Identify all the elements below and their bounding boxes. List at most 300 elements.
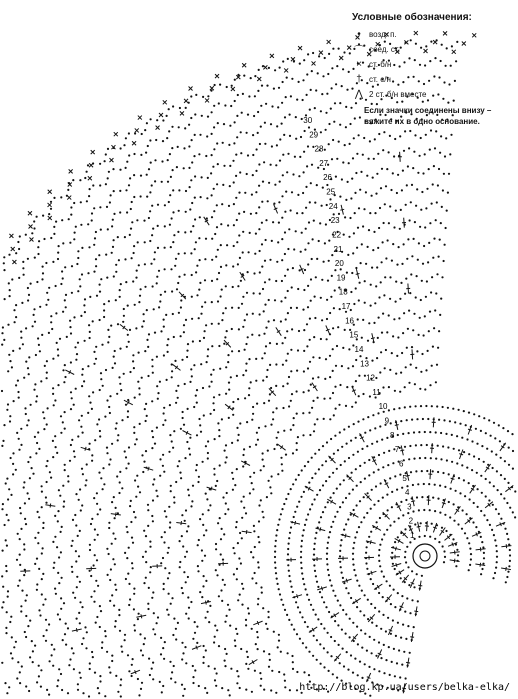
chain-dot bbox=[385, 630, 387, 632]
chain-dot bbox=[275, 164, 277, 166]
chain-dot bbox=[20, 428, 22, 430]
chain-dot bbox=[151, 447, 153, 449]
chain-dot bbox=[345, 126, 347, 128]
chain-dot bbox=[163, 326, 165, 328]
chain-dot bbox=[413, 151, 415, 153]
chain-dot bbox=[86, 171, 88, 173]
chain-dot bbox=[164, 567, 166, 569]
chain-dot bbox=[276, 407, 278, 409]
chain-dot bbox=[353, 569, 355, 571]
chain-dot bbox=[463, 479, 465, 481]
chain-dot bbox=[431, 276, 433, 278]
chain-dot bbox=[438, 419, 440, 421]
chain-dot bbox=[238, 350, 240, 352]
chain-dot bbox=[436, 273, 438, 275]
chain-dot bbox=[355, 437, 357, 439]
chain-dot bbox=[71, 566, 73, 568]
chain-dot bbox=[246, 132, 248, 134]
chain-dot bbox=[170, 678, 172, 680]
chain-dot bbox=[379, 425, 381, 427]
chain-dot bbox=[198, 476, 200, 478]
chain-dot bbox=[36, 558, 38, 560]
chain-dot bbox=[259, 672, 261, 674]
chain-dot bbox=[251, 691, 253, 693]
chain-dot bbox=[188, 124, 190, 126]
chain-dot bbox=[156, 282, 158, 284]
chain-dot bbox=[256, 148, 258, 150]
chain-dot bbox=[417, 259, 419, 261]
chain-dot bbox=[132, 360, 134, 362]
chain-dot bbox=[482, 563, 484, 565]
chain-dot bbox=[497, 489, 499, 491]
double-crochet-mark bbox=[445, 534, 453, 540]
single-crochet-mark bbox=[88, 176, 92, 180]
chain-dot bbox=[46, 689, 48, 691]
chain-dot bbox=[352, 252, 354, 254]
single-crochet-mark bbox=[163, 100, 167, 104]
chain-dot bbox=[202, 585, 204, 587]
chain-dot bbox=[339, 506, 341, 508]
chain-dot bbox=[269, 486, 271, 488]
chain-dot bbox=[159, 458, 161, 460]
chain-dot bbox=[507, 482, 509, 484]
chain-dot bbox=[382, 149, 384, 151]
chain-dot bbox=[5, 539, 7, 541]
chain-dot bbox=[409, 292, 411, 294]
chain-dot bbox=[106, 447, 108, 449]
double-crochet-mark bbox=[367, 571, 377, 575]
chain-dot bbox=[444, 486, 446, 488]
chain-dot bbox=[377, 469, 379, 471]
chain-dot bbox=[199, 282, 201, 284]
chain-dot bbox=[76, 263, 78, 265]
chain-dot bbox=[506, 502, 508, 504]
chain-dot bbox=[234, 484, 236, 486]
chain-dot bbox=[368, 158, 370, 160]
chain-dot bbox=[402, 433, 404, 435]
chain-dot bbox=[355, 172, 357, 174]
chain-dot bbox=[237, 398, 239, 400]
chain-dot bbox=[445, 530, 447, 532]
chain-dot bbox=[183, 324, 185, 326]
chain-dot bbox=[206, 361, 208, 363]
chain-dot bbox=[55, 221, 57, 223]
chain-dot bbox=[175, 638, 177, 640]
chain-dot bbox=[213, 396, 215, 398]
chain-dot bbox=[299, 156, 301, 158]
chain-dot bbox=[198, 237, 200, 239]
chain-dot bbox=[290, 586, 292, 588]
chain-dot bbox=[223, 343, 225, 345]
chain-dot bbox=[348, 426, 350, 428]
chain-dot bbox=[212, 166, 214, 168]
chain-dot bbox=[255, 212, 257, 214]
single-crochet-mark bbox=[138, 116, 142, 120]
chain-dot bbox=[443, 419, 445, 421]
chain-dot bbox=[444, 155, 446, 157]
chain-dot bbox=[8, 354, 10, 356]
chain-dot bbox=[332, 370, 334, 372]
chain-dot bbox=[312, 52, 314, 54]
chain-dot bbox=[41, 485, 43, 487]
chain-dot bbox=[268, 400, 270, 402]
chain-dot bbox=[324, 378, 326, 380]
chain-dot bbox=[171, 671, 173, 673]
chain-dot bbox=[354, 658, 356, 660]
double-crochet-mark bbox=[249, 660, 258, 665]
chain-dot bbox=[258, 228, 260, 230]
chain-dot bbox=[238, 434, 240, 436]
chain-dot bbox=[6, 692, 8, 694]
chain-dot bbox=[459, 423, 461, 425]
chain-dot bbox=[258, 504, 260, 506]
chain-dot bbox=[398, 246, 400, 248]
chain-dot bbox=[213, 126, 215, 128]
chain-dot bbox=[106, 277, 108, 279]
chain-dot bbox=[376, 266, 378, 268]
chain-dot bbox=[62, 421, 64, 423]
chain-dot bbox=[37, 542, 39, 544]
chain-dot bbox=[334, 102, 336, 104]
chain-dot bbox=[499, 440, 501, 442]
chain-dot bbox=[40, 686, 42, 688]
chain-dot bbox=[444, 514, 446, 516]
chain-dot bbox=[50, 208, 52, 210]
chain-dot bbox=[84, 298, 86, 300]
chain-dot bbox=[218, 394, 220, 396]
legend-item-label: ст. с/н bbox=[369, 75, 391, 84]
row-number: 5 bbox=[402, 473, 407, 483]
chain-dot bbox=[236, 241, 238, 243]
chain-dot bbox=[384, 276, 386, 278]
chain-dot bbox=[375, 655, 377, 657]
chain-dot bbox=[436, 201, 438, 203]
chain-dot bbox=[269, 393, 271, 395]
chain-dot bbox=[397, 536, 399, 538]
chain-dot bbox=[317, 397, 319, 399]
chain-dot bbox=[229, 185, 231, 187]
chain-dot bbox=[128, 583, 130, 585]
chain-dot bbox=[120, 389, 122, 391]
double-crochet-mark bbox=[65, 370, 74, 375]
chain-dot bbox=[380, 482, 382, 484]
single-crochet-mark bbox=[67, 196, 71, 200]
single-crochet-mark bbox=[327, 40, 331, 44]
chain-dot bbox=[241, 604, 243, 606]
chain-dot bbox=[7, 596, 9, 598]
chain-dot bbox=[404, 386, 406, 388]
chain-dot bbox=[381, 261, 383, 263]
single-crochet-mark bbox=[291, 57, 295, 61]
chain-dot bbox=[378, 549, 380, 551]
chain-dot bbox=[390, 603, 392, 605]
chain-dot bbox=[368, 474, 370, 476]
chain-dot bbox=[213, 468, 215, 470]
chain-dot bbox=[504, 528, 506, 530]
chain-dot bbox=[394, 541, 396, 543]
chain-dot bbox=[171, 370, 173, 372]
chain-dot bbox=[411, 599, 413, 601]
chain-dot bbox=[429, 384, 431, 386]
chain-dot bbox=[49, 660, 51, 662]
chain-dot bbox=[7, 370, 9, 372]
chain-dot bbox=[71, 292, 73, 294]
chain-dot bbox=[125, 467, 127, 469]
chain-dot bbox=[325, 223, 327, 225]
chain-dot bbox=[291, 393, 293, 395]
chain-dot bbox=[152, 678, 154, 680]
chain-dot bbox=[203, 575, 205, 577]
chain-dot bbox=[287, 383, 289, 385]
chain-dot bbox=[285, 360, 287, 362]
chain-dot bbox=[313, 220, 315, 222]
chain-dot bbox=[283, 430, 285, 432]
chain-dot bbox=[321, 464, 323, 466]
chain-dot bbox=[338, 141, 340, 143]
chain-dot bbox=[255, 444, 257, 446]
chain-dot bbox=[175, 481, 177, 483]
chain-dot bbox=[303, 671, 305, 673]
chain-dot bbox=[5, 627, 7, 629]
chain-dot bbox=[372, 583, 374, 585]
chain-dot bbox=[8, 488, 10, 490]
chain-dot bbox=[392, 335, 394, 337]
legend-item bbox=[352, 27, 512, 42]
double-crochet-mark bbox=[278, 444, 286, 450]
chain-dot bbox=[88, 324, 90, 326]
double-crochet-mark bbox=[207, 487, 217, 491]
chain-dot bbox=[408, 458, 410, 460]
row-number: 21 bbox=[333, 244, 343, 254]
chain-dot bbox=[314, 473, 316, 475]
chain-dot bbox=[236, 521, 238, 523]
chain-dot bbox=[145, 420, 147, 422]
chain-dot bbox=[120, 283, 122, 285]
chain-dot bbox=[55, 593, 57, 595]
chain-dot bbox=[117, 323, 119, 325]
chain-dot bbox=[140, 688, 142, 690]
chain-dot bbox=[425, 134, 427, 136]
chain-dot bbox=[478, 458, 480, 460]
chain-dot bbox=[270, 424, 272, 426]
chain-dot bbox=[192, 665, 194, 667]
chain-dot bbox=[393, 589, 395, 591]
chain-dot bbox=[406, 419, 408, 421]
chain-dot bbox=[147, 504, 149, 506]
chain-dot bbox=[494, 572, 496, 574]
chain-dot bbox=[183, 147, 185, 149]
chain-dot bbox=[458, 449, 460, 451]
chain-dot bbox=[394, 606, 396, 608]
chain-dot bbox=[93, 271, 95, 273]
chain-dot bbox=[160, 562, 162, 564]
chain-dot bbox=[205, 617, 207, 619]
chain-dot bbox=[180, 428, 182, 430]
chain-dot bbox=[189, 208, 191, 210]
chain-dot bbox=[127, 334, 129, 336]
chain-dot bbox=[366, 175, 368, 177]
chain-dot bbox=[189, 381, 191, 383]
chain-dot bbox=[295, 230, 297, 232]
chain-dot bbox=[271, 240, 273, 242]
chain-dot bbox=[244, 192, 246, 194]
chain-dot bbox=[143, 220, 145, 222]
chain-dot bbox=[346, 386, 348, 388]
chain-dot bbox=[139, 393, 141, 395]
chain-dot bbox=[313, 548, 315, 550]
chain-dot bbox=[62, 639, 64, 641]
chain-dot bbox=[255, 170, 257, 172]
chain-dot bbox=[407, 328, 409, 330]
chain-dot bbox=[95, 346, 97, 348]
chain-dot bbox=[19, 507, 21, 509]
chain-dot bbox=[3, 256, 5, 258]
chain-dot bbox=[35, 452, 37, 454]
chain-dot bbox=[377, 153, 379, 155]
chain-dot bbox=[374, 212, 376, 214]
chain-dot bbox=[213, 105, 215, 107]
chain-dot bbox=[178, 253, 180, 255]
chain-dot bbox=[205, 580, 207, 582]
chain-dot bbox=[168, 614, 170, 616]
chain-dot bbox=[177, 397, 179, 399]
single-crochet-mark bbox=[298, 46, 302, 50]
chain-dot bbox=[206, 197, 208, 199]
chain-dot bbox=[79, 179, 81, 181]
chain-dot bbox=[79, 601, 81, 603]
chain-dot bbox=[175, 402, 177, 404]
chain-dot bbox=[352, 157, 354, 159]
chain-dot bbox=[165, 314, 167, 316]
chain-dot bbox=[202, 461, 204, 463]
chain-dot bbox=[69, 326, 71, 328]
chain-dot bbox=[47, 407, 49, 409]
chain-dot bbox=[192, 485, 194, 487]
chain-dot bbox=[355, 287, 357, 289]
chain-dot bbox=[442, 445, 444, 447]
chain-dot bbox=[91, 518, 93, 520]
chain-dot bbox=[313, 564, 315, 566]
chain-dot bbox=[236, 115, 238, 117]
chain-dot bbox=[331, 87, 333, 89]
chain-dot bbox=[243, 507, 245, 509]
chain-dot bbox=[230, 668, 232, 670]
chain-dot bbox=[318, 449, 320, 451]
chain-dot bbox=[196, 265, 198, 267]
chain-dot bbox=[357, 643, 359, 645]
chain-dot bbox=[299, 638, 301, 640]
chain-dot bbox=[38, 240, 40, 242]
chain-dot bbox=[227, 604, 229, 606]
chain-dot bbox=[409, 541, 411, 543]
chain-dot bbox=[492, 577, 494, 579]
row-number: 18 bbox=[338, 287, 348, 297]
chain-dot bbox=[296, 671, 298, 673]
chain-dot bbox=[297, 606, 299, 608]
chain-dot bbox=[292, 483, 294, 485]
chain-dot bbox=[93, 601, 95, 603]
chain-dot bbox=[363, 137, 365, 139]
chain-dot bbox=[263, 465, 265, 467]
chain-dot bbox=[167, 181, 169, 183]
chain-dot bbox=[188, 617, 190, 619]
chain-dot bbox=[370, 603, 372, 605]
chain-dot bbox=[443, 173, 445, 175]
chain-dot bbox=[336, 468, 338, 470]
chain-dot bbox=[3, 269, 5, 271]
chain-dot bbox=[117, 691, 119, 693]
row-number: 27 bbox=[319, 158, 329, 168]
chain-dot bbox=[128, 670, 130, 672]
chain-dot bbox=[257, 132, 259, 134]
chain-dot bbox=[312, 609, 314, 611]
chain-dot bbox=[421, 470, 423, 472]
chain-dot bbox=[297, 436, 299, 438]
chain-dot bbox=[340, 566, 342, 568]
chain-dot bbox=[145, 535, 147, 537]
chain-dot bbox=[129, 177, 131, 179]
chain-dot bbox=[403, 150, 405, 152]
chain-dot bbox=[349, 217, 351, 219]
chain-dot bbox=[381, 168, 383, 170]
chain-dot bbox=[218, 323, 220, 325]
chain-dot bbox=[194, 669, 196, 671]
chain-dot bbox=[401, 487, 403, 489]
chain-dot bbox=[379, 371, 381, 373]
chain-dot bbox=[177, 622, 179, 624]
chain-dot bbox=[397, 174, 399, 176]
chain-dot bbox=[123, 373, 125, 375]
chain-dot bbox=[401, 595, 403, 597]
chain-dot bbox=[291, 286, 293, 288]
chain-dot bbox=[187, 576, 189, 578]
chain-dot bbox=[357, 421, 359, 423]
chain-dot bbox=[409, 652, 411, 654]
chain-dot bbox=[99, 675, 101, 677]
chain-dot bbox=[217, 422, 219, 424]
chain-dot bbox=[94, 539, 96, 541]
chain-dot bbox=[46, 292, 48, 294]
chain-dot bbox=[355, 401, 357, 403]
chain-dot bbox=[194, 113, 196, 115]
chain-dot bbox=[344, 329, 346, 331]
chain-dot bbox=[303, 59, 305, 61]
legend-item-label: соед. ст. bbox=[369, 45, 400, 54]
chain-dot bbox=[289, 689, 291, 691]
chain-dot bbox=[181, 535, 183, 537]
chain-dot bbox=[102, 488, 104, 490]
chain-dot bbox=[252, 406, 254, 408]
row-number: 28 bbox=[314, 144, 324, 154]
chain-dot bbox=[351, 272, 353, 274]
chain-dot bbox=[349, 52, 351, 54]
chain-dot bbox=[31, 325, 33, 327]
chain-dot bbox=[307, 461, 309, 463]
chain-dot bbox=[70, 332, 72, 334]
chain-dot bbox=[338, 644, 340, 646]
chain-dot bbox=[399, 474, 401, 476]
chain-dot bbox=[316, 184, 318, 186]
chain-dot bbox=[259, 293, 261, 295]
chain-dot bbox=[186, 441, 188, 443]
chain-dot bbox=[5, 565, 7, 567]
chain-dot bbox=[253, 472, 255, 474]
chain-dot bbox=[237, 263, 239, 265]
chain-dot bbox=[358, 207, 360, 209]
double-crochet-mark bbox=[391, 547, 401, 551]
chain-dot bbox=[282, 364, 284, 366]
chain-dot bbox=[314, 296, 316, 298]
